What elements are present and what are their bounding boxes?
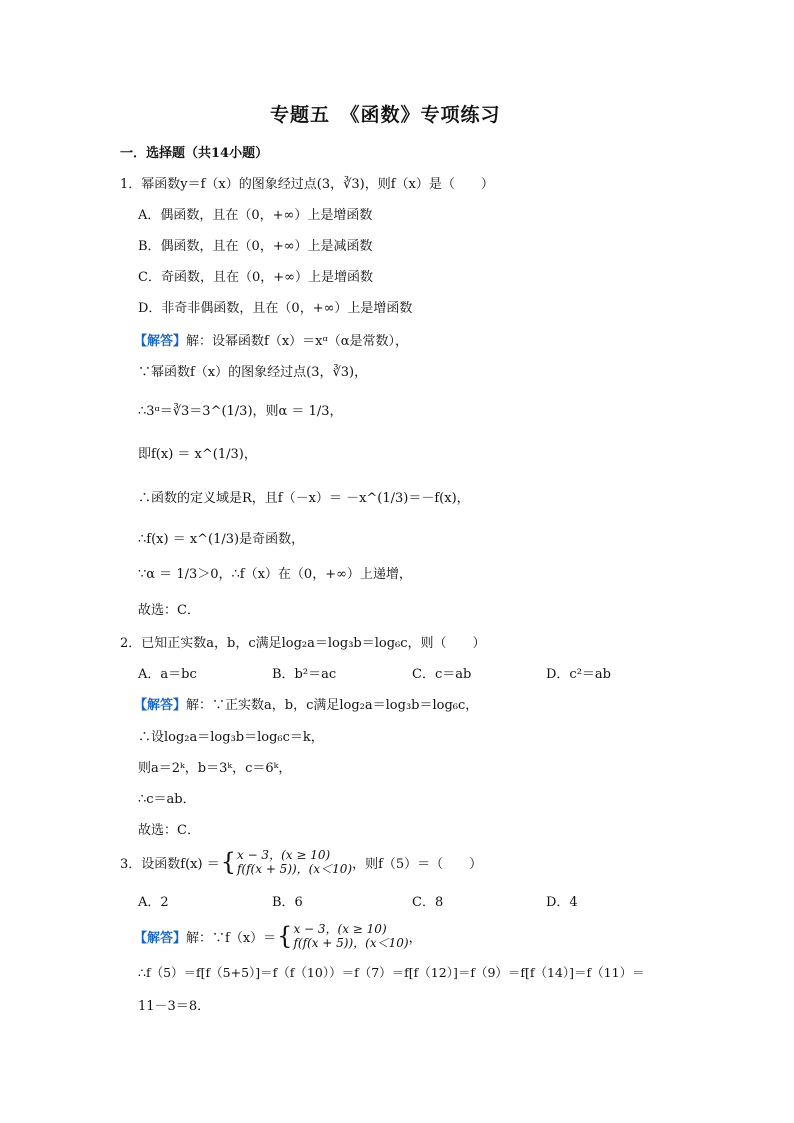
q3-solution-line-1: 【解答】 解：∵f（x）＝ { x − 3，(x ≥ 10) f(f(x + 5))，(x＜10) ， [134, 922, 422, 950]
answer-tag: 【解答】 [134, 930, 187, 946]
q2-solution-line-5: 故选：C． [138, 823, 200, 838]
left-brace: { [220, 848, 236, 876]
q3-option-c: C．8 [412, 895, 444, 910]
left-brace: { [277, 922, 293, 950]
q3-option-d: D．4 [546, 895, 578, 910]
q3-solution-line-2: ∴f（5）＝f[f（5+5）]＝f（f（10））＝f（7）＝f[f（12）]＝f（9）＝f[f（14）]＝f（11）＝ [138, 965, 645, 980]
q1-solution-line-2: ∵幂函数f（x）的图象经过点(3，∛3)， [138, 365, 368, 380]
q1-solution-line-4: 即f(x) ＝ x^(1/3)， [138, 447, 257, 462]
q3-option-a: A．2 [138, 895, 169, 910]
q1-solution-line-1: 【解答】解：设幂函数f（x）＝xᵅ（α是常数）， [134, 334, 408, 349]
q2-solution-line-3: 则a＝2ᵏ，b＝3ᵏ，c＝6ᵏ， [138, 761, 292, 776]
q2-option-a: A．a＝bc [138, 667, 197, 682]
q2-solution-line-4: ∴c＝ab． [138, 792, 196, 807]
q3-option-b: B．6 [272, 895, 303, 910]
q2-option-b: B．b²＝ac [272, 667, 337, 682]
answer-tag: 【解答】 [134, 698, 187, 713]
q2-option-c: C．c＝ab [412, 667, 472, 682]
question-3-stem: 3．设函数f(x) ＝ { x − 3，(x ≥ 10) f(f(x + 5))，(x＜10) ，则f（5）＝（ ） [120, 848, 483, 876]
section-heading: 一．选择题（共14小题） [120, 146, 269, 161]
q2-option-d: D．c²＝ab [546, 667, 611, 682]
question-1-stem: 1．幂函数y＝f（x）的图象经过点(3，∛3)，则f（x）是（ ） [120, 177, 494, 192]
q1-option-a: A．偶函数，且在（0，+∞）上是增函数 [138, 208, 373, 223]
q1-option-b: B．偶函数，且在（0，+∞）上是减函数 [138, 239, 373, 254]
page-title: 专题五 《函数》专项练习 [270, 104, 501, 126]
q1-option-c: C．奇函数，且在（0，+∞）上是增函数 [138, 270, 373, 285]
piecewise-cases: x − 3，(x ≥ 10) f(f(x + 5))，(x＜10) [293, 922, 409, 950]
q2-solution-line-1: 【解答】解：∵正实数a，b，c满足log₂a＝log₃b＝log₆c， [134, 698, 479, 713]
q1-solution-line-3: ∴3ᵅ＝∛3＝3^(1/3)，则α ＝ 1/3， [138, 404, 343, 419]
answer-tag: 【解答】 [134, 334, 187, 349]
piecewise-cases: x − 3，(x ≥ 10) f(f(x + 5))，(x＜10) [236, 848, 353, 876]
q1-solution-line-6: ∴f(x) ＝ x^(1/3)是奇函数， [138, 532, 305, 547]
q1-solution-line-8: 故选：C． [138, 603, 200, 618]
q2-solution-line-2: ∴设log₂a＝log₃b＝log₆c＝k， [138, 730, 324, 745]
question-2-stem: 2．已知正实数a，b，c满足log₂a＝log₃b＝log₆c，则（ ） [120, 636, 486, 651]
q3-solution-line-3: 11－3＝8． [138, 999, 211, 1014]
q1-solution-line-5: ∴函数的定义域是R，且f（－x）＝ －x^(1/3)＝－f(x)， [138, 491, 470, 506]
q1-solution-line-7: ∵α ＝ 1/3＞0，∴f（x）在（0，+∞）上递增， [138, 567, 412, 582]
q1-option-d: D．非奇非偶函数，且在（0，+∞）上是增函数 [138, 301, 413, 316]
